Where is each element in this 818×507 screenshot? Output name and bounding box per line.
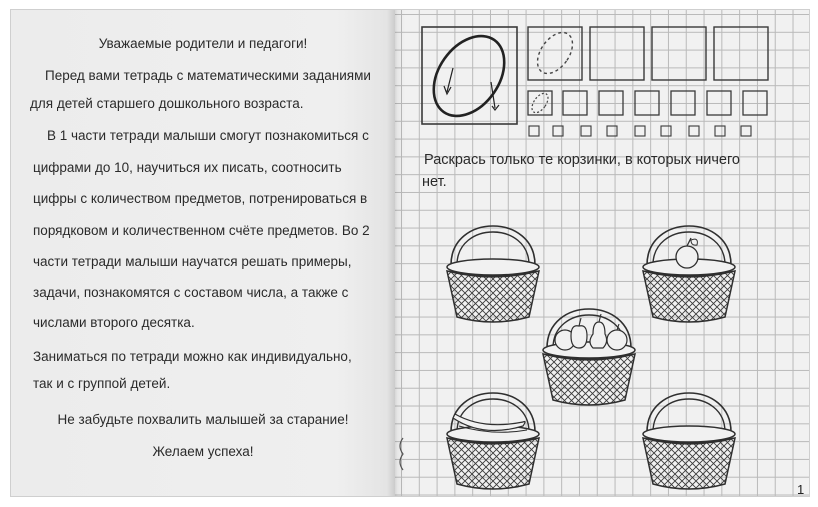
right-page-grid [395,10,809,496]
tracing-row-medium [528,26,768,80]
text-line: Перед вами тетрадь с математическими заданиями [45,68,371,83]
text-line: числами второго десятка. [33,315,195,330]
closing-line: Желаем успеха! [152,444,254,459]
text-line: части тетради малыши научатся решать примеры, [33,254,352,269]
basket-empty-2[interactable] [643,393,735,489]
page-number: 1 [797,482,805,497]
task-instruction-cont: нет. [422,174,447,190]
basket-with-apple[interactable] [643,226,735,322]
text-line: для детей старшего дошкольного возраста. [30,96,304,111]
text-line: задачи, познакомятся с составом числа, а также с [33,285,349,300]
basket-with-bananas[interactable] [447,393,539,489]
worksheet-drawings [395,10,809,496]
basket-empty[interactable] [447,226,539,322]
text-line: В 1 части тетради малыши смогут познакомиться с [47,128,369,143]
tracing-row-tiny [529,126,751,136]
text-line: так и с группой детей. [33,376,171,391]
fruit-icon [555,314,627,350]
page-heading: Уважаемые родители и педагоги! [98,36,308,51]
notebook-spread [11,10,809,496]
tracing-row-small [528,91,767,116]
praise-line: Не забудьте похвалить малышей за старание! [57,412,349,427]
tracing-oval-large [419,23,519,129]
left-page [11,10,395,496]
basket-with-fruit[interactable] [543,309,635,405]
text-line: цифры с количеством предметов, потренироваться в [33,191,368,206]
task-instruction: Раскрась только те корзинки, в которых ничего [424,152,740,168]
text-line: цифрами до 10, научиться их писать, соотносить [33,160,342,175]
text-line: Заниматься по тетради можно как индивидуально, [33,349,352,364]
apple-icon [676,238,698,268]
text-line: порядковом и количественном счёте предметов. Во 2 [33,223,370,238]
